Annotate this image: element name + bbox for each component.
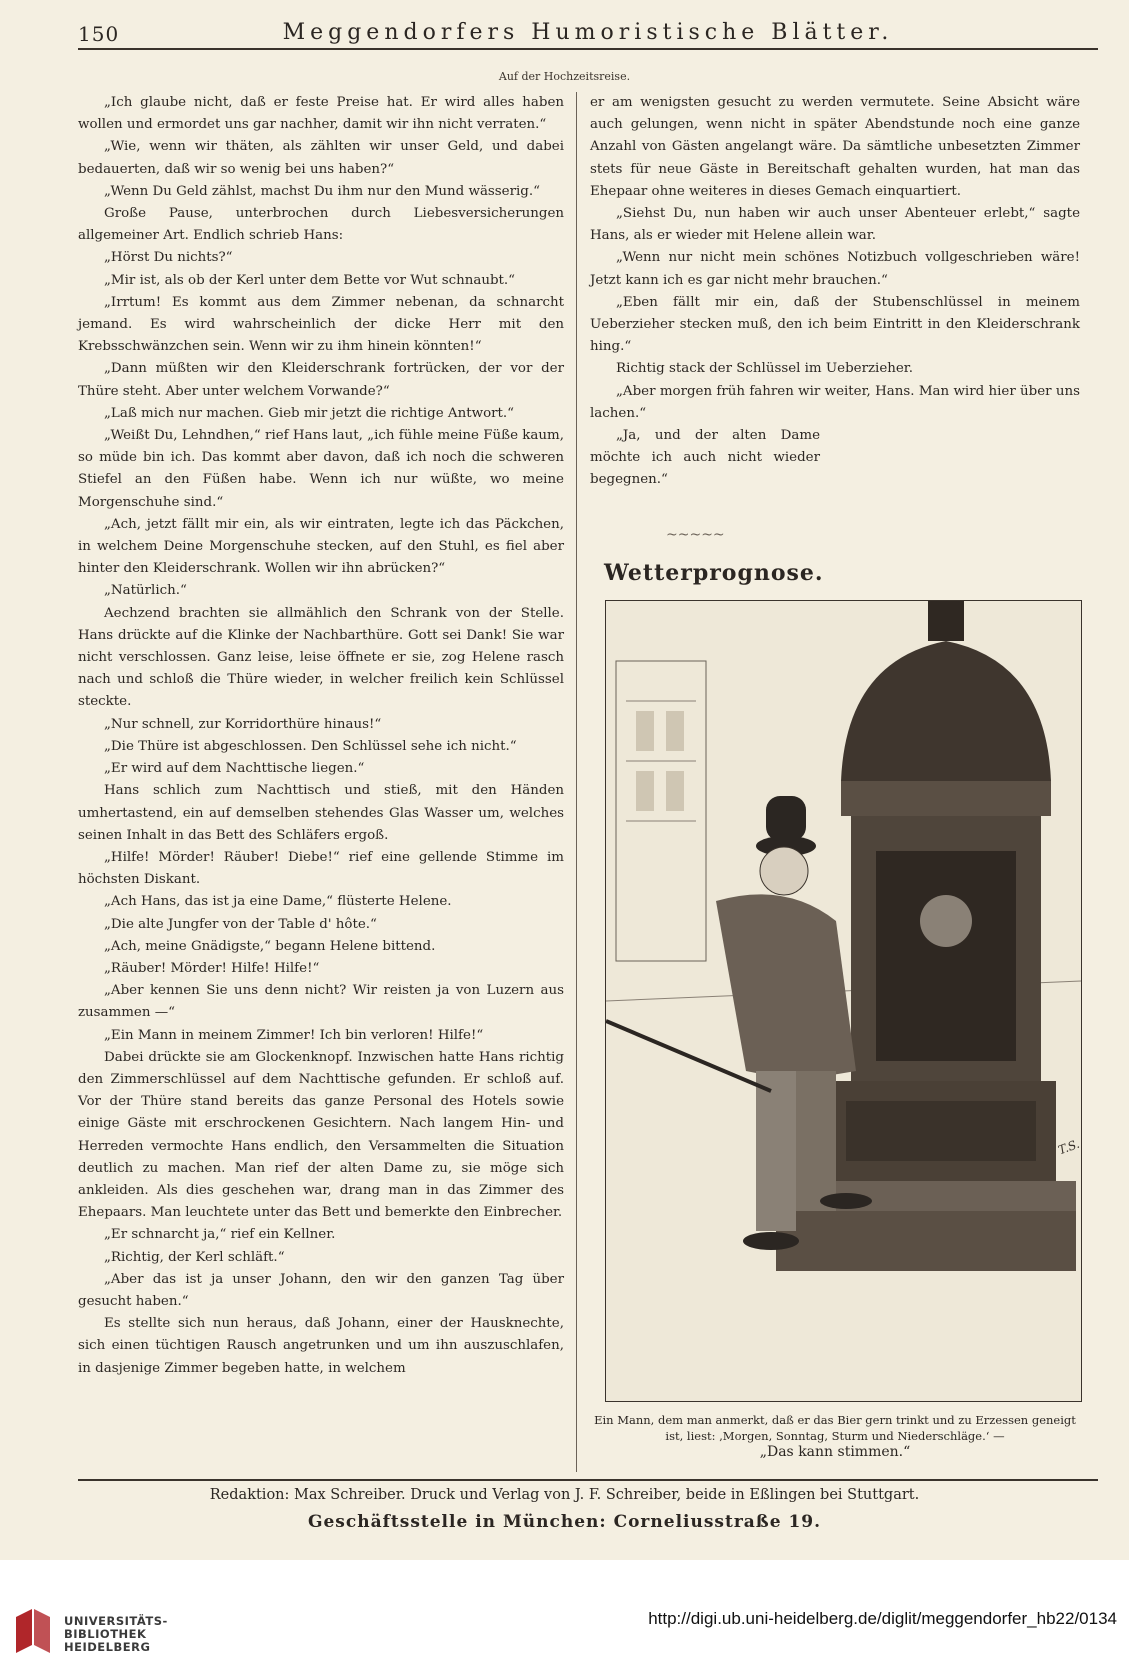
paragraph: Es stellte sich nun heraus, daß Johann, einer der Hausknechte, sich einen tüchtigen Rausch angetrunken und um ihn auszuschlafen, in dasjenige Zimmer begeben hatte, in welchem bbox=[78, 1316, 564, 1376]
paragraph: „Hörst Du nichts?“ bbox=[104, 250, 233, 266]
story-title: Auf der Hochzeitsreise. bbox=[498, 70, 631, 83]
library-logo-icon bbox=[12, 1605, 54, 1657]
office-address: Geschäftsstelle in München: Corneliusstraße 19. bbox=[307, 1512, 822, 1532]
publisher-line: Redaktion: Max Schreiber. Druck und Verlag von J. F. Schreiber, beide in Eßlingen bei Stuttgart. bbox=[209, 1487, 920, 1503]
footer-rule bbox=[78, 1479, 1098, 1481]
paragraph: „Die alte Jungfer von der Table d' hôte.“ bbox=[104, 916, 377, 932]
paragraph: er am wenigsten gesucht zu werden vermutete. Seine Absicht wäre auch gelungen, wenn nicht in später Abendstunde noch eine ganze Anzahl von Gästen angelangt wäre. Da sämtliche unbesetzten Zimmer stets für neue Gäste in Bereitschaft gehalten wurden, hat man das Ehepaar ohne weiteres in dieses Gemach einquartiert. bbox=[590, 95, 1080, 199]
paragraph: „Mir ist, als ob der Kerl unter dem Bette vor Wut schnaubt.“ bbox=[104, 272, 516, 288]
paragraph: Dabei drückte sie am Glockenknopf. Inzwischen hatte Hans richtig den Zimmerschlüssel auf dem Nachttische gefunden. Er schloß auf. Vor der Thüre stand bereits das ganze Personal des Hotels sowie einige Gäste mit erschrockenen Gesichtern. Nach langem Hin- und Herreden vermochte Hans endlich, den Versammelten die Situation deutlich zu machen. Man rief der alten Dame zu, sie möge sich ankleiden. Als dies geschehen war, drang man in das Zimmer des Ehepaars. Man leuchtete unter das Bett und bemerkte den Einbrecher. bbox=[78, 1049, 564, 1221]
paragraph: „Ach, meine Gnädigste,“ begann Helene bittend. bbox=[104, 938, 436, 954]
caption-text: Ein Mann, dem man anmerkt, daß er das Bier gern trinkt und zu Erzessen geneigt ist, liest: ‚Morgen, Sonntag, Sturm und Niederschläge.‘ — bbox=[594, 1413, 1076, 1443]
paragraph: „Ich glaube nicht, daß er feste Preise hat. Er wird alles haben wollen und ermordet uns gar nachher, damit wir ihn nicht verraten.“ bbox=[78, 95, 564, 133]
paragraph: „Ein Mann in meinem Zimmer! Ich bin verloren! Hilfe!“ bbox=[104, 1027, 484, 1043]
paragraph: „Wenn nur nicht mein schönes Notizbuch vollgeschrieben wäre! Jetzt kann ich es gar nicht mehr brauchen.“ bbox=[590, 250, 1080, 288]
right-column bbox=[590, 92, 1080, 492]
paragraph: Große Pause, unterbrochen durch Liebesversicherungen allgemeiner Art. Endlich schrieb Hans: bbox=[78, 206, 564, 244]
source-url[interactable]: http://digi.ub.uni-heidelberg.de/diglit/meggendorfer_hb22/0134 bbox=[648, 1609, 1117, 1628]
paragraph: „Richtig, der Kerl schläft.“ bbox=[104, 1249, 285, 1265]
paragraph: „Wenn Du Geld zählst, machst Du ihm nur den Mund wässerig.“ bbox=[104, 183, 540, 199]
left-column bbox=[78, 92, 564, 1380]
artist-signature: T.S. bbox=[1056, 1136, 1082, 1158]
illustration-caption bbox=[590, 1412, 1080, 1460]
paragraph: „Natürlich.“ bbox=[104, 583, 187, 599]
paragraph: „Aber morgen früh fahren wir weiter, Hans. Man wird hier über uns lachen.“ bbox=[590, 383, 1080, 421]
paragraph: „Wie, wenn wir thäten, als zählten wir unser Geld, und dabei bedauerten, daß wir so wenig bei uns haben?“ bbox=[78, 139, 564, 177]
caption-quote: „Das kann stimmen.“ bbox=[759, 1444, 911, 1460]
weather-column-drawing bbox=[606, 601, 1081, 1401]
library-name-line: UNIVERSITÄTS- bbox=[64, 1614, 168, 1628]
page-number: 150 bbox=[78, 22, 120, 46]
section-title: Wetterprognose. bbox=[604, 560, 824, 586]
paragraph: Richtig stack der Schlüssel im Ueberzieher. bbox=[616, 361, 913, 377]
paragraph: „Ach, jetzt fällt mir ein, als wir eintraten, legte ich das Päckchen, in welchem Deine Morgenschuhe stecken, auf den Stuhl, es fiel aber hinter den Kleiderschrank. Wollen wir ihn abrücken?“ bbox=[78, 516, 564, 577]
paragraph: „Dann müßten wir den Kleiderschrank fortrücken, der vor der Thüre steht. Aber unter welchem Vorwande?“ bbox=[78, 361, 564, 399]
paragraph: „Eben fällt mir ein, daß der Stubenschlüssel in meinem Ueberzieher stecken muß, den ich beim Eintritt in den Kleiderschrank hing.“ bbox=[590, 294, 1080, 355]
paragraph: „Aber das ist ja unser Johann, den wir den ganzen Tag über gesucht haben.“ bbox=[78, 1271, 564, 1309]
paragraph: „Nur schnell, zur Korridorthüre hinaus!“ bbox=[104, 716, 382, 732]
library-name-line: BIBLIOTHEK bbox=[64, 1627, 147, 1641]
paragraph: „Ja, und der alten Dame möchte ich auch nicht wieder begegnen.“ bbox=[590, 428, 820, 488]
narrow-paragraph bbox=[590, 425, 1080, 492]
masthead: Meggendorfers Humoristische Blätter. bbox=[282, 20, 894, 45]
engraving-illustration bbox=[605, 600, 1082, 1402]
library-name bbox=[64, 1615, 168, 1654]
paragraph: „Die Thüre ist abgeschlossen. Den Schlüssel sehe ich nicht.“ bbox=[104, 738, 517, 754]
paragraph: „Er schnarcht ja,“ rief ein Kellner. bbox=[104, 1227, 336, 1243]
column-divider bbox=[576, 92, 577, 1472]
paragraph: „Laß mich nur machen. Gieb mir jetzt die richtige Antwort.“ bbox=[104, 405, 515, 421]
page-header bbox=[78, 18, 1098, 50]
library-name-line: HEIDELBERG bbox=[64, 1640, 151, 1654]
paragraph: „Aber kennen Sie uns denn nicht? Wir reisten ja von Luzern aus zusammen —“ bbox=[78, 983, 564, 1021]
paragraph: „Er wird auf dem Nachttische liegen.“ bbox=[104, 761, 365, 777]
paragraph: „Weißt Du, Lehndhen,“ rief Hans laut, „ich fühle meine Füße kaum, so müde bin ich. Das kommt aber davon, daß ich noch die schweren Stiefel an den Füßen habe. Wenn ich nur wüßte, wo meine Morgenschuhe sind.“ bbox=[78, 428, 564, 510]
paragraph: „Siehst Du, nun haben wir auch unser Abenteuer erlebt,“ sagte Hans, als er wieder mit Helene allein war. bbox=[590, 206, 1080, 244]
paragraph: „Räuber! Mörder! Hilfe! Hilfe!“ bbox=[104, 960, 320, 976]
paragraph: „Hilfe! Mörder! Räuber! Diebe!“ rief eine gellende Stimme im höchsten Diskant. bbox=[78, 849, 564, 888]
paragraph: Hans schlich zum Nachttisch und stieß, mit den Händen umhertastend, ein auf demselben stehendes Glas Wasser um, welches seinen Inhalt in das Bett des Schläfers ergoß. bbox=[78, 783, 564, 843]
paragraph: „Ach Hans, das ist ja eine Dame,“ flüsterte Helene. bbox=[104, 894, 452, 910]
paragraph: Aechzend brachten sie allmählich den Schrank von der Stelle. Hans drückte auf die Klinke der Nachbarthüre. Gott sei Dank! Sie war nicht verschlossen. Ganz leise, leise öffnete er sie, zog Helene rasch nach und schloß die Thüre wieder, in welcher freilich kein Schlüssel steckte. bbox=[78, 605, 564, 710]
section-separator: ~~~~~ bbox=[666, 527, 725, 543]
paragraph: „Irrtum! Es kommt aus dem Zimmer nebenan, da schnarcht jemand. Es wird wahrscheinlich der dicke Herr mit den Krebsschwänzchen sein. Wenn wir zu ihm hinein könnten!“ bbox=[78, 294, 564, 355]
